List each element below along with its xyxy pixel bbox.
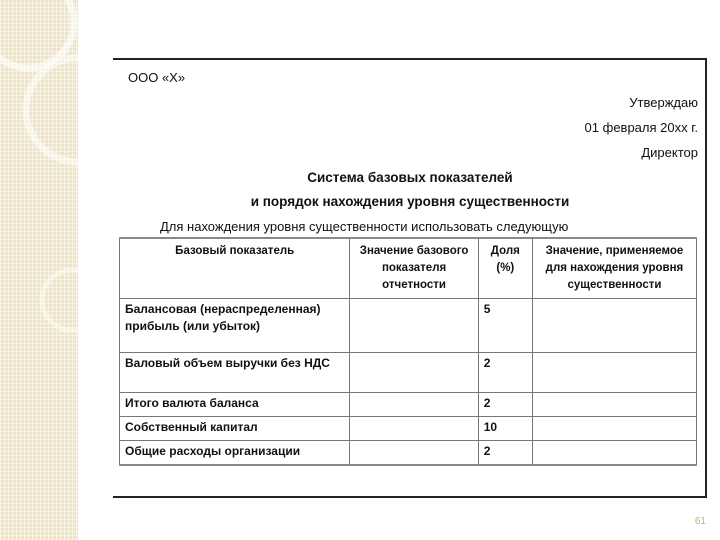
cell-value: [350, 299, 478, 353]
cell-share: 2: [478, 353, 532, 393]
header-value: Значение базового показателя отчетности: [350, 238, 478, 299]
table-row: [120, 299, 697, 353]
cell-share: 2: [478, 441, 532, 465]
cell-indicator: Итого валюта баланса: [120, 393, 350, 417]
decorative-side-strip: [0, 0, 78, 540]
cell-applied: [532, 393, 696, 417]
cell-indicator: Валовый объем выручки без НДС: [120, 353, 350, 393]
cell-applied: [532, 417, 696, 441]
table-row: [120, 353, 697, 393]
cell-share: 2: [478, 393, 532, 417]
cell-indicator: Балансовая (нераспределенная) прибыль (или убыток): [120, 299, 350, 353]
cell-share: 10: [478, 417, 532, 441]
cell-applied: [532, 299, 696, 353]
cell-value: [350, 417, 478, 441]
base-indicators-table: [119, 237, 697, 466]
header-indicator: Базовый показатель: [120, 238, 350, 299]
cell-value: [350, 441, 478, 465]
table-row: [120, 417, 697, 441]
approval-date: 01 февраля 20хх г.: [584, 120, 698, 135]
company-name: ООО «Х»: [128, 70, 186, 85]
header-applied: Значение, применяемое для нахождения уровня существенности: [532, 238, 696, 299]
cell-indicator: Собственный капитал: [120, 417, 350, 441]
cell-value: [350, 393, 478, 417]
document-title-line-2: и порядок нахождения уровня существенности: [250, 194, 570, 209]
cell-share: 5: [478, 299, 532, 353]
intro-text: Для нахождения уровня существенности использовать следующую: [160, 219, 569, 234]
approval-label: Утверждаю: [629, 95, 698, 110]
cell-value: [350, 353, 478, 393]
cell-applied: [532, 353, 696, 393]
header-share: Доля (%): [478, 238, 532, 299]
document-title-line-1: Система базовых показателей: [307, 170, 513, 185]
table-row: [120, 393, 697, 417]
cell-indicator: Общие расходы организации: [120, 441, 350, 465]
decorative-circles-icon: [0, 0, 78, 540]
table-header-row: [120, 238, 697, 299]
table-row: [120, 441, 697, 465]
page-number: 61: [694, 516, 706, 527]
cell-applied: [532, 441, 696, 465]
director-label: Директор: [641, 145, 698, 160]
